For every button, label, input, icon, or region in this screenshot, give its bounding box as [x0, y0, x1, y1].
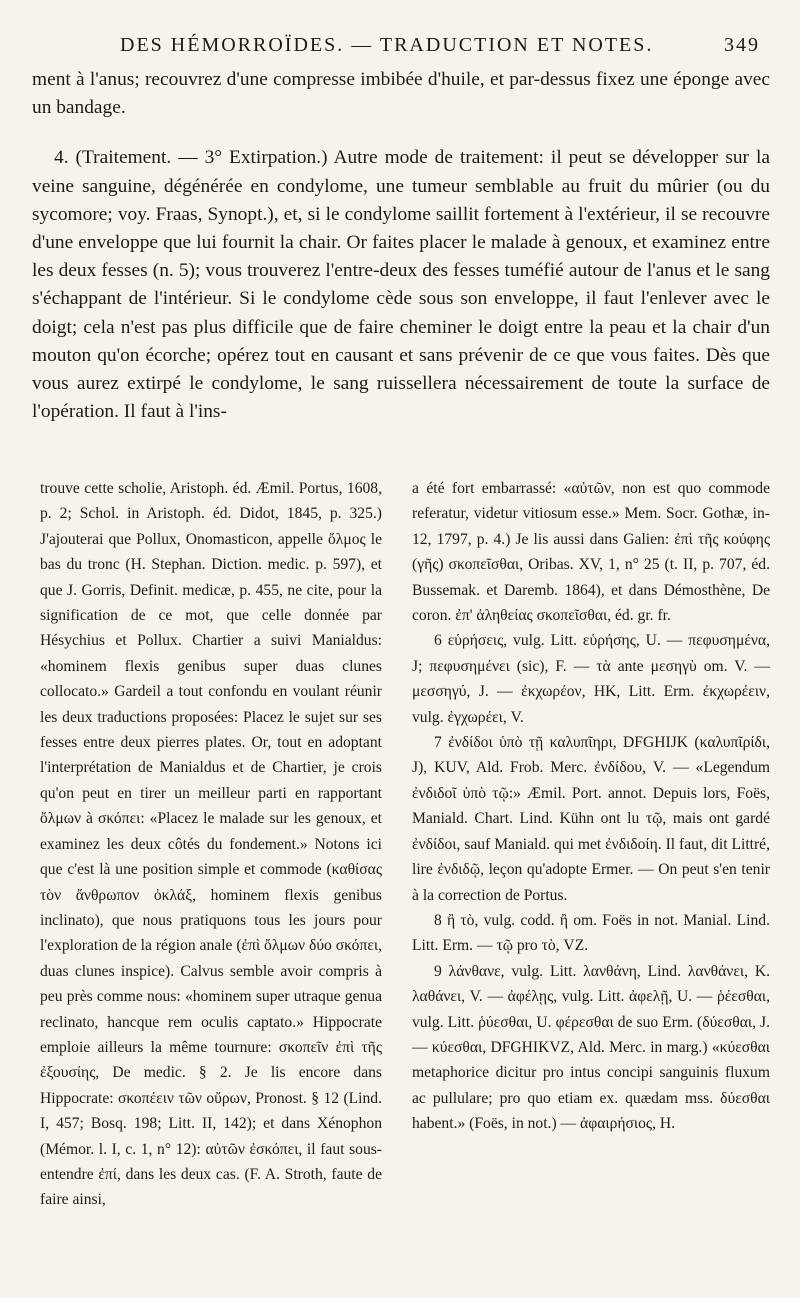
- page-number: 349: [724, 34, 760, 56]
- running-title: DES HÉMORROÏDES. — TRADUCTION ET NOTES.: [120, 34, 654, 56]
- main-paragraph-2: 4. (Traitement. — 3° Extirpation.) Autre mode de traitement: il peut se développer sur la veine sanguine, dégénérée en condylome, une tumeur semblable au fruit du mûrier (ou du sycomore; voy. Fraas, Synopt.), et, si le condylome saillit fortement à l'extérieur, il se recouvre d'une enveloppe que lui fournit la chair. Or faites placer le malade à genoux, et examinez entre les deux fesses (n. 5); vous trouverez l'entre-deux des fesses tuméfié autour de l'anus et le sang s'échappant de l'intérieur. Si le condylome cède sous son enveloppe, il faut l'enlever avec le doigt; cela n'est pas plus difficile que de faire cheminer le doigt entre la peau et la chair d'un mouton qu'on écorche; opérez tout en causant et sans prévenir de ce que vous faites. Dès que vous aurez extirpé le condylome, le sang ruissellera nécessairement de toute la surface de l'opération. Il faut à l'ins-: [32, 147, 770, 423]
- footnotes-right-column: [412, 476, 770, 1137]
- footnote-6: 6 εὑρήσεις, vulg. Litt. εὑρήσης, U. — πεφυσημένα, J; πεφυσημένει (sic), F. — τὰ ante μεσηγὺ om. V. — μεσσηγύ, J. — ἐκχωρέον, HK, Litt. Erm. ἐκχωρέειν, vulg. ἐγχωρέει, V.: [412, 632, 770, 726]
- page-header: [112, 30, 760, 64]
- footnotes-left-column: [40, 476, 382, 1213]
- footnote-7: 7 ἐνδίδοι ὑπὸ τῇ καλυπῖηρι, DFGHIJK (καλυπῖρίδι, J), KUV, Ald. Frob. Merc. ἐνδίδου, V. — «Legendum ἐνδιδοῖ ὑπὸ τῷ:» Æmil. Port. annot. Depuis lors, Foës, Maniald. Chart. Lind. Kühn ont lu τῷ, mais ont gardé ἐνδίδοι, sauf Maniald. qui met ἐνδιδοίη. Il faut, dit Littré, lire ἐνδιδῷ, leçon qu'adopte Ermer. — On peut s'en tenir à la correction de Portus.: [412, 734, 770, 904]
- footnote-continuation-right: a été fort embarrassé: «αὐτῶν, non est quo commode referatur, videtur vitiosum esse.» Mem. Socr. Gothæ, in-12, 1797, p. 4.) Je lis aussi dans Galien: ἐπὶ τῆς κούφης (γῆς) σκοπεῖσθαι, Oribas. XV, 1, n° 25 (t. II, p. 707, éd. Bussemak. et Daremb. 1864), et dans Démosthène, De coron. ἐπ' ἀληθείας σκοπεῖσθαι, éd. gr. fr.: [412, 480, 770, 625]
- footnote-continuation: trouve cette scholie, Aristoph. éd. Æmil. Portus, 1608, p. 2; Schol. in Aristoph. éd. Didot, 1845, p. 325.) J'ajouterai que Pollux, Onomasticon, appelle ὄλμος le bas du tronc (H. Stephan. Diction. medic. p. 597), et que J. Gorris, Definit. medicæ, p. 455, ne cite, pour la signification de ce mot, que celle donnée par Hésychius et Pollux. Chartier a suivi Manialdus: «hominem flexis genibus super duas clunes collocato.» Gardeil a tout confondu en voulant réunir les deux traductions proposées: Placez le sujet sur ses fesses entre deux pierres plates. Or, tout en adoptant l'interprétation de Manialdus et de Chartier, je crois qu'on peut en tirer un meilleur parti en rapportant ὄλμων à σκόπει: «Placez le malade sur les genoux, et examinez les deux côtés du fondement.» Notons ici que c'est là une position simple et commode (καθίσας τὸν ἄνθρωπον ὀκλάξ, hominem flexis genibus inclinato), que nous pratiquons tous les jours pour l'exploration de la région anale (ἐπὶ ὄλμων δύο σκόπει, duas clunes inspice). Calvus semble avoir compris à peu près comme nous: «hominem super utraque genua reclinato, hancque rem oculis captato.» Hippocrate emploie ailleurs la même tournure: σκοπεῖν ἐπὶ τῆς ἐξουσίης, De medic. § 2. Je lis encore dans Hippocrate: σκοπέειν τῶν οὔρων, Pronost. § 12 (Lind. I, 457; Bosq. 198; Litt. II, 142); et dans Xénophon (Mémor. l. I, c. 1, n° 12): αὐτῶν ἐσκόπει, il faut sous-entendre ἐπί, dans les deux cas. (F. A. Stroth, faute de faire ainsi,: [40, 480, 382, 1209]
- footnote-8: 8 ἢ τὸ, vulg. codd. ἢ om. Foës in not. Manial. Lind. Litt. Erm. — τῷ pro τὸ, VZ.: [412, 911, 770, 955]
- main-text: [32, 66, 770, 426]
- main-paragraph-1: ment à l'anus; recouvrez d'une compresse imbibée d'huile, et par-dessus fixez une éponge avec un bandage.: [32, 69, 770, 119]
- footnote-9: 9 λάνθανε, vulg. Litt. λανθάνη, Lind. λανθάνει, K. λαθάνει, V. — ἀφέλῃς, vulg. Litt. ἀφελῇ, U. — ῥέεσθαι, vulg. Litt. ῥύεσθαι, U. φέρεσθαι de suo Erm. (δύεσθαι, J. — κύεσθαι, DFGHIKVZ, Ald. Merc. in marg.) «κύεσθαι metaphorice dicitur pro intus concipi sanguinis fluxum ac pullulare; pro quo etiam ex. quædam mss. δύεσθαι habent.» (Foës, in not.) — ἀφαιρήσιος, H.: [412, 962, 770, 1133]
